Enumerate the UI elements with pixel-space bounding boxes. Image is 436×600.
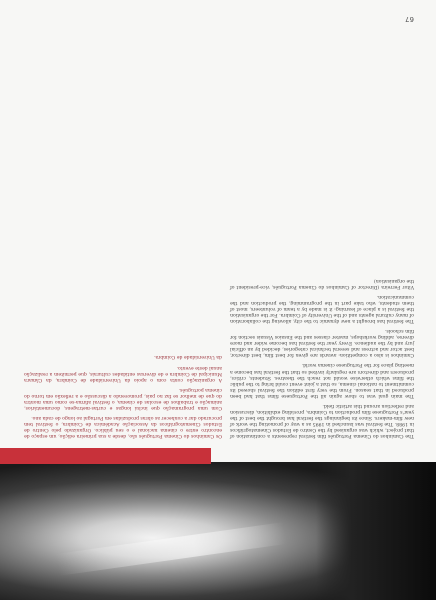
red-accent-band <box>0 448 211 464</box>
page-number: 67 <box>405 15 414 23</box>
paragraph: The Caminhos do Cinema Português film festival represents a continuation of that project, which was organised by the Centro de Estudos Cinematográficos in 1988. The festival was launched in 1995 as a way of promoting the work of new film-makers. Since its beginnings the festival has brought the best of the year's Portuguese film production to Coimbra, providing exhibition, discussion and reflection around this artistic field. <box>230 402 414 438</box>
paragraph: The festival has brought a new dynamic to the city, allowing the collaboration of many cultural agents and of the University of Coimbra. For the organisation the festival is a place of learning: it is made by a team of volunteers, most of them students, who take part in the programming, the production and the communication. <box>230 294 414 324</box>
portuguese-text-column <box>24 349 222 438</box>
paragraph: The main goal was to show again all the Portuguese films that had been produced in that season. From the very first edition the festival showed its commitment to national cinema, so that a joint event could bring to the public the films which otherwise would not reach the theatres. Students, critics, producers and directors are regularly invited so that the festival has become a meeting place for the Portuguese cinema world. <box>230 362 414 398</box>
signature-line: Vítor Ferreira (Director of Caminhos do Cinema Português, vice-president of the organisation) <box>230 277 414 289</box>
projector-light-beam <box>56 522 287 576</box>
paragraph: A organização conta com o apoio da Universidade de Coimbra, da Câmara Municipal de Coimbra e de diversas entidades culturais, que permitem a realização anual deste evento. <box>24 364 222 382</box>
cinema-photo <box>0 462 436 600</box>
paragraph: Os Caminhos do Cinema Português são, desde a sua primeira edição, um espaço de encontro entre o cinema nacional e o seu público. Organizado pelo Centro de Estudos Cinematográficos da Associação Académica de Coimbra, o festival tem procurado dar a conhecer as obras produzidas em Portugal ao longo de cada ano. <box>24 414 222 438</box>
english-text-column <box>230 273 414 438</box>
paragraph: Com uma programação que inclui longas e curtas-metragens, documentários, animação e trabalhos de escolas de cinema, o festival afirma-se como uma montra do que de melhor se faz no país, promovendo a discussão e a reflexão em torno do cinema português. <box>24 386 222 410</box>
photo-shadow <box>316 462 436 600</box>
paragraph: da Universidade de Coimbra. <box>153 354 222 360</box>
paragraph: Caminhos is also a competition: awards are given for best film, best director, best actor and actress and several technical categories, decided by an official jury and by the audience. Every year the festival has become wider and more diverse, adding workshops, master classes and the Ensaios Visuais section for film schools. <box>230 328 414 358</box>
